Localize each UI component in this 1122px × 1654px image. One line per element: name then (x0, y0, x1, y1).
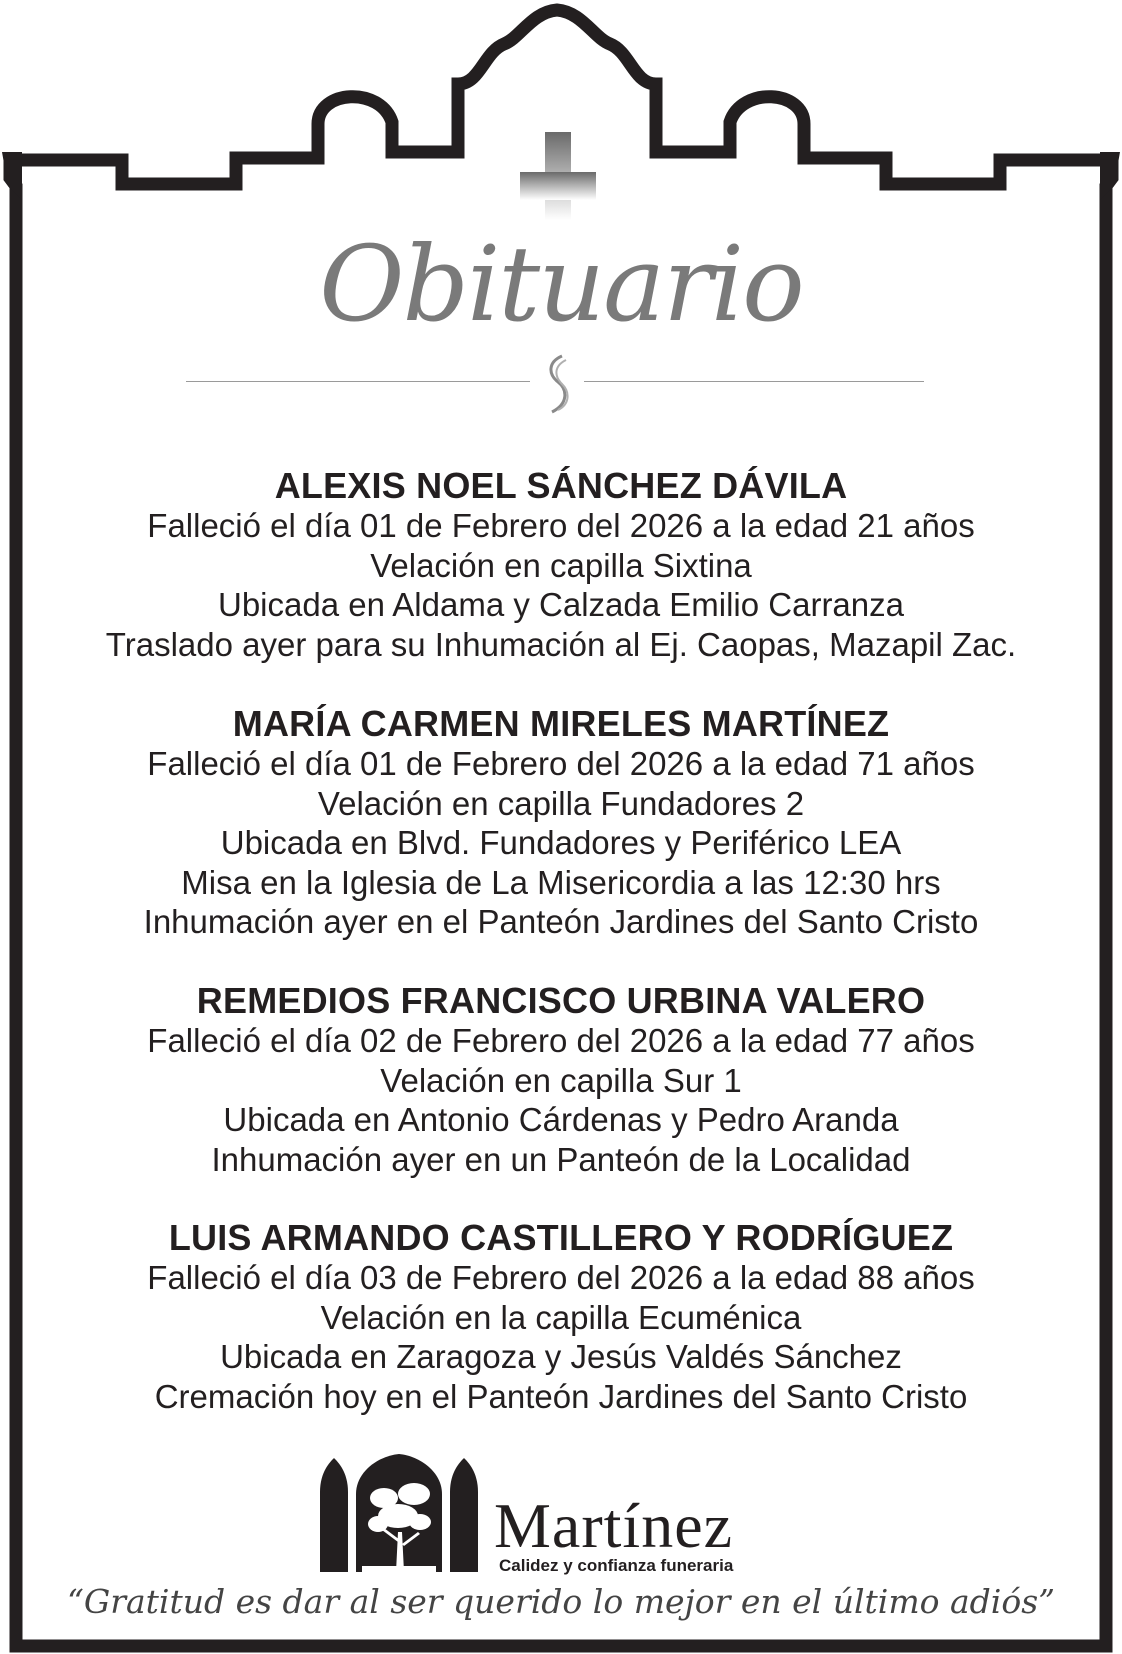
entry-line: Falleció el día 01 de Febrero del 2026 a la edad 21 años (147, 507, 975, 544)
entry-line: Velación en capilla Sur 1 (380, 1061, 742, 1099)
cross-icon (520, 132, 596, 220)
entry-line: Ubicada en Blvd. Fundadores y Periférico LEA (220, 824, 902, 861)
closing-quote: “Gratitud es dar al ser querido lo mejor en el último adiós” (66, 1582, 1056, 1621)
entry-line: Ubicada en Zaragoza y Jesús Valdés Sánchez (220, 1338, 902, 1375)
divider-right (584, 381, 924, 382)
divider-left (186, 381, 530, 382)
entry-line: Velación en capilla Fundadores 2 (317, 784, 805, 822)
deceased-name: LUIS ARMANDO CASTILLERO Y RODRÍGUEZ (168, 1217, 954, 1258)
obituary-entry (60, 704, 1062, 942)
obituary-entry (60, 981, 1062, 1179)
flourish-icon (540, 352, 576, 416)
entry-line: Ubicada en Antonio Cárdenas y Pedro Aranda (223, 1101, 899, 1138)
deceased-name: ALEXIS NOEL SÁNCHEZ DÁVILA (274, 465, 848, 506)
entry-line: Velación en la capilla Ecuménica (320, 1298, 802, 1336)
entry-line: Cremación hoy en el Panteón Jardines del Santo Cristo (154, 1377, 968, 1415)
deceased-name: REMEDIOS FRANCISCO URBINA VALERO (196, 980, 926, 1021)
entry-line: Misa en la Iglesia de La Misericordia a las 12:30 hrs (181, 863, 941, 901)
entry-line: Falleció el día 01 de Febrero del 2026 a la edad 71 años (147, 745, 975, 782)
entry-line: Traslado ayer para su Inhumación al Ej. Caopas, Mazapil Zac. (105, 625, 1017, 663)
entry-line: Inhumación ayer en el Panteón Jardines del Santo Cristo (143, 903, 979, 940)
obituary-entry (60, 466, 1062, 664)
entry-line: Ubicada en Aldama y Calzada Emilio Carranza (217, 586, 904, 623)
brand-name: Martínez (494, 1490, 733, 1561)
entry-line: Falleció el día 02 de Febrero del 2026 a la edad 77 años (147, 1022, 975, 1059)
brand-tagline: Calidez y confianza funeraria (499, 1556, 734, 1575)
entry-line: Falleció el día 03 de Febrero del 2026 a la edad 88 años (147, 1259, 975, 1296)
page-title: Obituario (319, 223, 803, 345)
entry-line: Velación en capilla Sixtina (370, 546, 752, 584)
arches-tree-logo-icon (318, 1454, 480, 1574)
entry-line: Inhumación ayer en un Panteón de la Localidad (211, 1140, 911, 1178)
obituary-entry (60, 1218, 1062, 1416)
deceased-name: MARÍA CARMEN MIRELES MARTÍNEZ (232, 703, 890, 744)
